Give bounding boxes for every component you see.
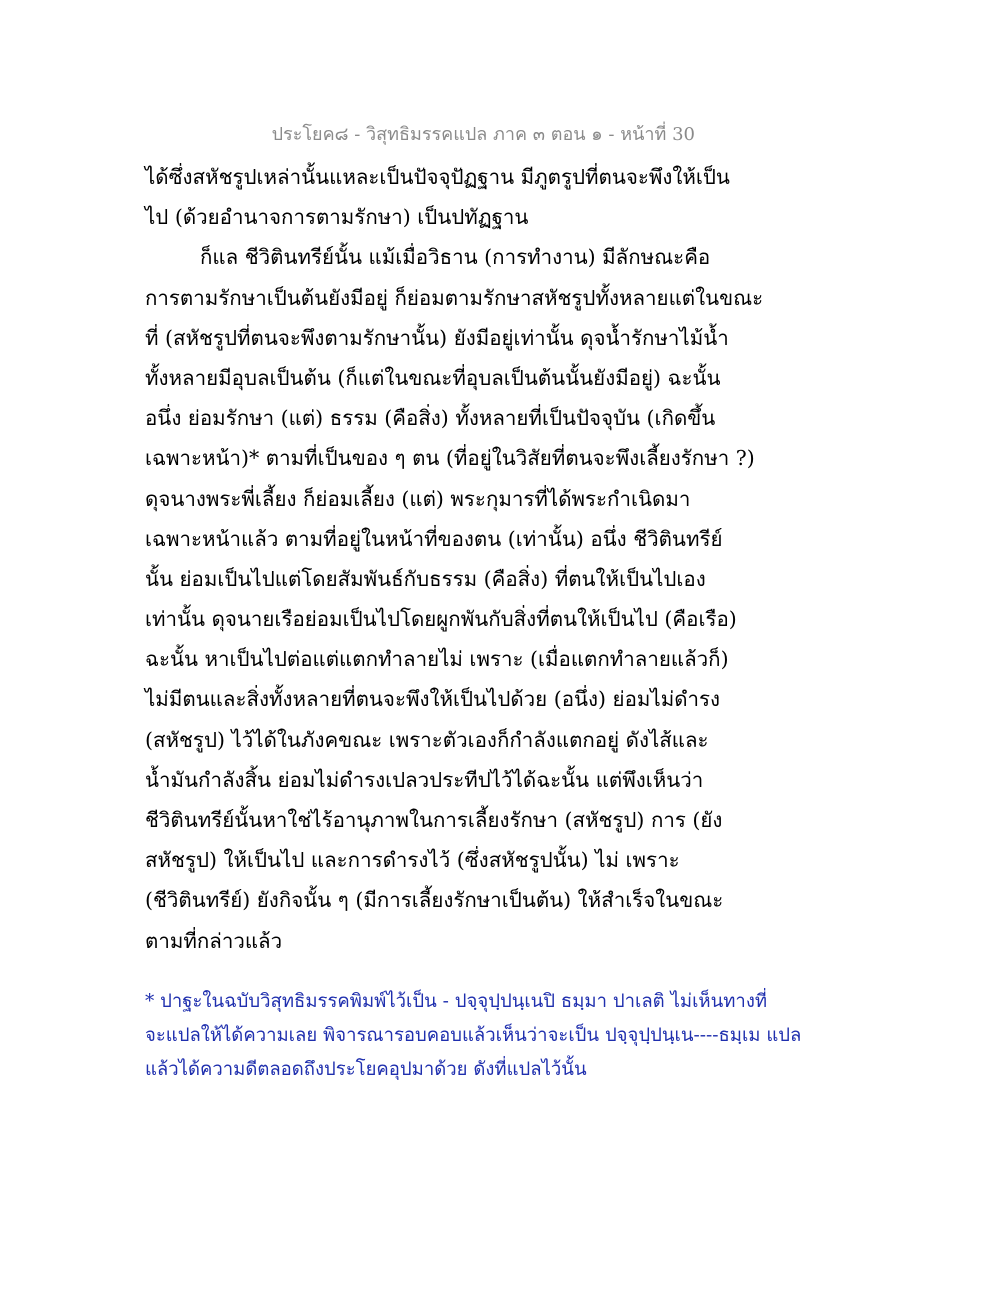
footnote-line-3: แล้วได้ความดีตลอดถึงประโยคอุปมาด้วย ดังที่แปลไว้นั้น	[145, 1059, 587, 1080]
body-line-15: (สหัชรูป) ไว้ได้ในภังคขณะ เพราะตัวเองก็กำลังแตกอยู่ ดังไส้และ	[145, 727, 709, 752]
body-line-7: อนึ่ง ย่อมรักษา (แต่) ธรรม (คือสิ่ง) ทั้งหลายที่เป็นปัจจุบัน (เกิดขึ้น	[145, 406, 716, 431]
body-line-5: ที่ (สหัชรูปที่ตนจะพึงตามรักษานั้น) ยังมีอยู่เท่านั้น ดุจน้ำรักษาไม้น้ำ	[145, 325, 729, 350]
body-line-4: การตามรักษาเป็นต้นยังมีอยู่ ก็ย่อมตามรักษาสหัชรูปทั้งหลายแต่ในขณะ	[145, 285, 764, 310]
body-line-12: เท่านั้น ดุจนายเรือย่อมเป็นไปโดยผูกพันกับสิ่งที่ตนให้เป็นไป (คือเรือ)	[145, 607, 737, 632]
body-line-1: ได้ซึ่งสหัชรูปเหล่านั้นแหละเป็นปัจจุปัฏฐาน มีภูตรูปที่ตนจะพึงให้เป็น	[145, 165, 730, 189]
footnote-line-1: * ปาฐะในฉบับวิสุทธิมรรคพิมพ์ไว้เป็น - ปจฺจุปฺปนฺเนปิ ธมฺมา ปาเลติ ไม่เห็นทางที่	[145, 991, 768, 1012]
body-line-10: เฉพาะหน้าแล้ว ตามที่อยู่ในหน้าที่ของตน (เท่านั้น) อนึ่ง ชีวิตินทรีย์	[145, 526, 723, 551]
body-text	[145, 157, 765, 961]
body-line-8: เฉพาะหน้า)* ตามที่เป็นของ ๆ ตน (ที่อยู่ในวิสัยที่ตนจะพึงเลี้ยงรักษา ?)	[145, 446, 755, 471]
body-line-19: (ชีวิตินทรีย์) ยังกิจนั้น ๆ (มีการเลี้ยงรักษาเป็นต้น) ให้สำเร็จในขณะ	[145, 888, 724, 913]
body-line-17: ชีวิตินทรีย์นั้นหาใช่ไร้อานุภาพในการเลี้ยงรักษา (สหัชรูป) การ (ยัง	[145, 808, 723, 832]
body-line-3-paragraph-start: ก็แล ชีวิตินทรีย์นั้น แม้เมื่อวิธาน (การทำงาน) มีลักษณะคือ	[200, 245, 711, 270]
body-line-16: น้ำมันกำลังสิ้น ย่อมไม่ดำรงเปลวประทีปไว้ได้ฉะนั้น แต่พึงเห็นว่า	[145, 767, 704, 792]
body-line-13: ฉะนั้น หาเป็นไปต่อแต่แตกทำลายไม่ เพราะ (เมื่อแตกทำลายแล้วก็)	[145, 647, 729, 672]
body-line-14: ไม่มีตนและสิ่งทั้งหลายที่ตนจะพึงให้เป็นไปด้วย (อนึ่ง) ย่อมไม่ดำรง	[145, 687, 721, 712]
body-line-20: ตามที่กล่าวแล้ว	[145, 928, 283, 953]
footnote-line-2: จะแปลให้ได้ความเลย พิจารณารอบคอบแล้วเห็นว่าจะเป็น ปจฺจุปฺปนฺเน----ธมฺเม แปล	[145, 1025, 802, 1046]
running-header: ประโยค๘ - วิสุทธิมรรคแปล ภาค ๓ ตอน ๑ - หน้าที่ 30	[271, 124, 695, 145]
footnote	[145, 985, 802, 1087]
body-line-6: ทั้งหลายมีอุบลเป็นต้น (ก็แต่ในขณะที่อุบลเป็นต้นนั้นยังมีอยู่) ฉะนั้น	[145, 365, 721, 390]
body-line-18: สหัชรูป) ให้เป็นไป และการดำรงไว้ (ซึ่งสหัชรูปนั้น) ไม่ เพราะ	[145, 848, 680, 873]
body-line-11: นั้น ย่อมเป็นไปแต่โดยสัมพันธ์กับธรรม (คือสิ่ง) ที่ตนให้เป็นไปเอง	[145, 566, 706, 591]
body-line-9: ดุจนางพระพี่เลี้ยง ก็ย่อมเลี้ยง (แต่) พระกุมารที่ได้พระกำเนิดมา	[145, 486, 691, 511]
body-line-2: ไป (ด้วยอำนาจการตามรักษา) เป็นปทัฏฐาน	[145, 205, 529, 230]
